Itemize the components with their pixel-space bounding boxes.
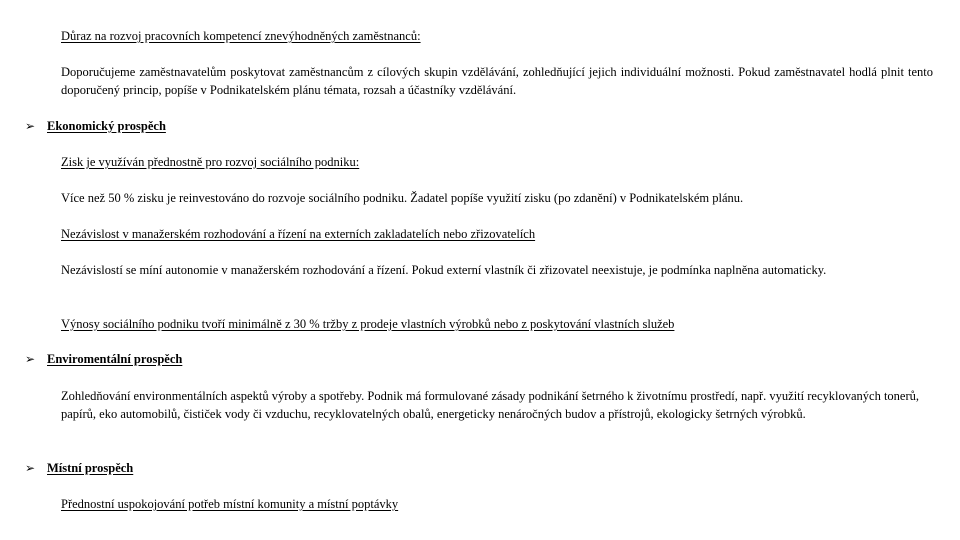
bullet-label-environmental: Enviromentální prospěch (47, 352, 183, 366)
arrow-bullet-icon: ➢ (25, 461, 36, 475)
bullet-label-economic: Ekonomický prospěch (47, 119, 166, 133)
heading-employee-competencies: Důraz na rozvoj pracovních kompetencí znevýhodněných zaměstnanců: (61, 29, 421, 43)
heading-profit-reinvestment: Zisk je využíván přednostně pro rozvoj sociálního podniku: (61, 155, 360, 169)
arrow-bullet-icon: ➢ (25, 119, 36, 133)
heading-local-community: Přednostní uspokojování potřeb místní komunity a místní poptávky (61, 497, 399, 511)
bullet-economic-benefit (25, 117, 925, 135)
paragraph-managerial-independence: Nezávislostí se míní autonomie v manažerském rozhodování a řízení. Pokud externí vlastník či zřizovatel neexistuje, je podmínka naplněna automaticky. (61, 263, 827, 277)
bullet-local-benefit (25, 459, 925, 477)
paragraph-profit-reinvestment: Více než 50 % zisku je reinvestováno do rozvoje sociálního podniku. Žadatel popíše využití zisku (po zdanění) v Podnikatelském plánu. (61, 191, 744, 205)
paragraph-environmental-aspects: Zohledňování environmentálních aspektů výroby a spotřeby. Podnik má formulované zásady podnikání šetrného k životnímu prostředí, např. využití recyklovaných tonerů, papírů, eko automobilů, čističek vody či vzduchu, recyklovatelných obalů, energeticky nenáročných budov a přístrojů, ekologicky šetrných výrobků. (61, 389, 920, 421)
bullet-environmental-benefit (25, 350, 925, 368)
arrow-bullet-icon: ➢ (25, 352, 36, 366)
heading-managerial-independence: Nezávislost v manažerském rozhodování a řízení na externích zakladatelích nebo zřizovatelích (61, 227, 536, 241)
heading-revenue-share: Výnosy sociálního podniku tvoří minimálně z 30 % tržby z prodeje vlastních výrobků nebo z poskytování vlastních služeb (61, 317, 675, 331)
paragraph-employee-training: Doporučujeme zaměstnavatelům poskytovat zaměstnancům z cílových skupin vzdělávání, zohledňující jejich individuální možnosti. Pokud zaměstnavatel hodlá plnit tento doporučený princip, popíše v Podnikatelském plánu témata, rozsah a účastníky vzdělávání. (61, 65, 933, 97)
bullet-label-local: Místní prospěch (47, 461, 134, 475)
